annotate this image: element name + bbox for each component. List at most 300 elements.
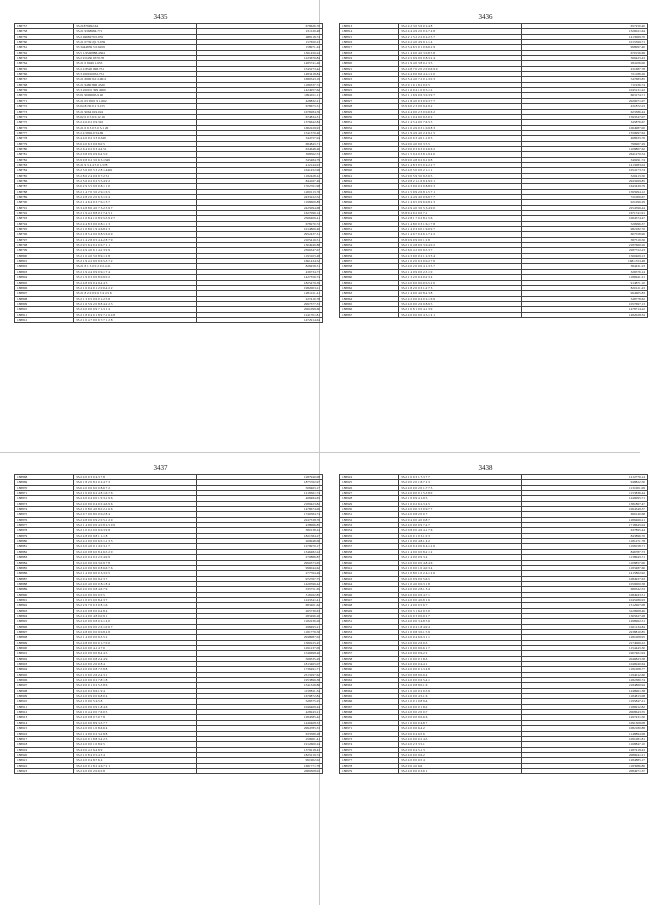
coordinate-cell: 35.2 1 4 0 0 4 0 8.4 3 8	[399, 291, 522, 296]
coordinate-cell: 35.2 4 8 0 0 0 0 0 1.7 0 0	[74, 640, 197, 645]
coordinate-cell: 35.2 1 0 0 5 0 0 8.4 3 7	[74, 597, 197, 602]
value-cell: 1379218.43	[197, 747, 323, 752]
coordinate-cell: 35.2 1 4 0 0 0 5 6 7	[399, 603, 522, 608]
point-id-cell: 188959	[340, 662, 399, 667]
coordinate-cell: 35.2 1 3 2 0 0 4 0.2 3 4	[399, 275, 522, 280]
value-cell: 344757.04	[197, 136, 323, 141]
coordinate-cell: 35 2 1 9 4 2 8 8 0 2 7.4 5 1	[74, 211, 197, 216]
value-cell: 1478714.22	[522, 307, 648, 312]
coordinate-cell: 35 21 03 0501 9 1.662	[74, 98, 197, 103]
value-cell: 699140.68	[522, 512, 648, 517]
value-cell: 438966.85	[197, 523, 323, 528]
point-id-cell: 188780	[15, 146, 74, 151]
value-cell: 1131001.09	[522, 485, 648, 490]
point-id-cell: 188858	[340, 264, 399, 269]
value-cell: 1183487.66	[522, 565, 648, 570]
coordinate-cell: 35 2 4 8 0 9 0 4 9.4 4 5	[74, 280, 197, 285]
coordinate-cell: 35 2 1 0 4 0 5 0 8 9.1 2 8	[74, 253, 197, 258]
point-id-cell: 188836	[340, 146, 399, 151]
coordinate-cell: 35.2 4 2 0 0 0 0 6 0 1.1 3 3	[74, 539, 197, 544]
coordinate-cell: 35.2 6 0 4 2 0 0 9.3 3 7	[399, 248, 522, 253]
coordinate-cell: 35.2 1 0 4 0 0 0.3 1 8	[399, 581, 522, 586]
point-id-cell: 188978	[340, 763, 399, 768]
point-id-cell: 188912	[15, 710, 74, 715]
value-cell: 1361456.24	[197, 50, 323, 55]
coordinate-cell: 35 21 9 3 4 4 5 0 1.578	[74, 162, 197, 167]
value-cell: 1200113.76	[197, 189, 323, 194]
page-number: 3437	[153, 464, 168, 472]
coordinate-cell: 35.2 4 0 0 0 0 0 8.4 4 5	[74, 651, 197, 656]
value-cell: 1679872.84	[197, 694, 323, 699]
value-cell: 508463.17	[197, 485, 323, 490]
coordinate-cell: 35.2 4 0 0 0 2 0 1.7 7 3	[399, 485, 522, 490]
point-id-cell: 188787	[15, 184, 74, 189]
coordinate-cell: 35 2 1 0 9 4 0 1 2 0 0.4 2 2	[74, 285, 197, 290]
point-id-cell: 188767	[15, 77, 74, 82]
point-id-cell: 188823	[340, 77, 399, 82]
point-id-cell: 188941	[340, 565, 399, 570]
coordinate-cell: 35 2 4 9 4 0 6 1 4.2 3 9 9	[74, 248, 197, 253]
point-id-cell: 188809	[15, 301, 74, 306]
value-cell: 1907461.94	[522, 651, 648, 656]
point-id-cell: 188874	[15, 507, 74, 512]
value-cell: 1108857.06	[522, 560, 648, 565]
point-id-cell: 188876	[15, 517, 74, 522]
point-id-cell: 188924	[340, 475, 399, 480]
value-cell: 2238810.85	[522, 629, 648, 634]
point-id-cell: 188942	[340, 571, 399, 576]
coordinate-cell: 35 2 4 8 2 0 2 0 6 3.1 0 4	[74, 195, 197, 200]
coordinate-cell: 35.2 1 6 0 4 1 0 9 5.1 2	[399, 88, 522, 93]
value-cell: 1413069.70	[522, 34, 648, 39]
value-cell: 384431.23	[522, 264, 648, 269]
coordinate-cell: 35.2 4 0 0 0 0 2 7.8 1 8	[74, 678, 197, 683]
value-cell: 1304940.88	[197, 243, 323, 248]
value-cell: 1953896.38	[197, 678, 323, 683]
value-cell: 964605.83	[522, 291, 648, 296]
value-cell: 1184813.08	[522, 694, 648, 699]
coordinate-cell: 35 4 4 0 9 2 3 3 9.349	[74, 136, 197, 141]
value-cell: 843896.76	[522, 533, 648, 538]
coordinate-cell: 35 21 0 9 3 0 5 0 5.1 26	[74, 125, 197, 130]
point-id-cell: 188802	[15, 264, 74, 269]
value-cell: 996044.62	[197, 565, 323, 570]
point-id-cell: 188852	[340, 232, 399, 237]
value-cell: 1678284.59	[197, 109, 323, 114]
point-id-cell: 188866	[340, 307, 399, 312]
point-id-cell: 188783	[15, 162, 74, 167]
point-id-cell: 188972	[340, 731, 399, 736]
point-id-cell: 188923	[15, 768, 74, 773]
point-id-cell: 188867	[340, 312, 399, 317]
point-id-cell: 188881	[15, 544, 74, 549]
point-id-cell: 188833	[340, 130, 399, 135]
point-id-cell: 188764	[15, 61, 74, 66]
point-id-cell: 188908	[15, 688, 74, 693]
value-cell: 1541370.40	[197, 130, 323, 135]
value-cell: 1249095.71	[522, 496, 648, 501]
point-id-cell: 188872	[15, 496, 74, 501]
point-id-cell: 188843	[340, 184, 399, 189]
value-cell: 678626.70	[197, 24, 323, 29]
coordinate-cell: 35.2 0 0 0 4 5.1 3	[399, 747, 522, 752]
value-cell: 1154443.30	[522, 646, 648, 651]
coordinate-cell: 35.2 4 0 0 0 0 6 3.0 9 7 8	[74, 560, 197, 565]
value-cell: 1326021.64	[522, 29, 648, 34]
coordinate-cell: 35.2 4 0 0 0 9 0 0 0 5	[74, 592, 197, 597]
point-id-cell: 188973	[340, 736, 399, 741]
coordinate-cell: 35.2 4 0 0 8 6 0 8 4 6.5 2 0	[74, 549, 197, 554]
coordinate-cell: 35.2 4 0 0 0 6.4 2	[399, 726, 522, 731]
value-cell: 1312967.08	[522, 603, 648, 608]
point-id-cell: 188830	[340, 114, 399, 119]
point-id-cell: 188956	[340, 646, 399, 651]
coordinate-cell: 35.21 9368984.771	[74, 29, 197, 34]
value-cell: 1198609.89	[197, 200, 323, 205]
value-cell: 428832.21	[197, 98, 323, 103]
coordinate-cell: 35.2 1 5 9 4 0 3 8 1.9 4 0	[399, 152, 522, 157]
coordinate-cell: 35.2 1 4 0 0 0 0 8.2 1 2	[399, 549, 522, 554]
point-id-cell: 188825	[340, 88, 399, 93]
coordinate-cell: 35.2 9 0450 0379.78	[74, 56, 197, 61]
point-id-cell: 188832	[340, 125, 399, 130]
coordinate-cell: 35.2 0 4 0 0 4 0 0.8 7	[399, 517, 522, 522]
value-cell: 2287722.23	[522, 248, 648, 253]
value-cell: 3129908.46	[522, 608, 648, 613]
point-id-cell: 188810	[15, 307, 74, 312]
value-cell: 1825219.74	[197, 752, 323, 757]
point-id-cell: 188903	[15, 662, 74, 667]
value-cell: 921099.29	[522, 200, 648, 205]
value-cell: 1182236.26	[197, 619, 323, 624]
coordinate-cell: 35.2 1 4 8 3 0 5 0 2.2 2 7	[399, 162, 522, 167]
coordinates-table	[14, 474, 323, 774]
coordinate-cell: 35.2 1 1 6 9 0 6 3 0.3 9 7	[399, 93, 522, 98]
value-cell: 283496.20	[197, 613, 323, 618]
coordinate-cell: 35.2 4 3 9 6 0 2 0 8.8 0 3	[399, 184, 522, 189]
coordinate-cell: 35.2 1 4 0 0 9 0 0 3.3 0 5	[74, 571, 197, 576]
point-id-cell: 188804	[15, 275, 74, 280]
point-id-cell: 188774	[15, 114, 74, 119]
value-cell: 1365627.28	[522, 613, 648, 618]
value-cell: 2948987.02	[197, 635, 323, 640]
coordinate-cell: 35 9 6 0 2 3 0 0 9.4 9 2	[399, 104, 522, 109]
coordinate-cell: 35.2 1 0 0 2 0 0 9 0.3 9 8	[74, 528, 197, 533]
table-row	[340, 768, 648, 773]
coordinate-cell: 35.2 4 0 0 0 4 5.1 6	[399, 694, 522, 699]
value-cell: 1912600.24	[197, 742, 323, 747]
coordinate-cell: 35 3 4 8 8 0 4 0 7 3.2 3 9 7	[74, 205, 197, 210]
coordinate-cell: 35.2 4 0 0 9 0 0 6.8 0 4	[74, 694, 197, 699]
point-id-cell: 188859	[340, 269, 399, 274]
point-id-cell: 188827	[340, 98, 399, 103]
point-id-cell: 188785	[15, 173, 74, 178]
coordinate-cell: 35 3 4500 0 399 4960	[74, 88, 197, 93]
value-cell: 2184860.94	[522, 683, 648, 688]
point-id-cell: 188889	[15, 587, 74, 592]
value-cell: 1297431.50	[522, 715, 648, 720]
point-id-cell: 188813	[340, 24, 399, 29]
coordinate-cell: 35.2 4 2 3 0 5 6 0 2.4 8	[399, 24, 522, 29]
point-id-cell: 188871	[15, 491, 74, 496]
value-cell: 1243341.41	[197, 597, 323, 602]
coordinate-cell: 35.2 4 0 0 2 9 6.1 9 4	[74, 688, 197, 693]
point-id-cell: 188781	[15, 152, 74, 157]
coordinate-cell: 35.2 0 0 3 1 6.2 9 5 0	[399, 608, 522, 613]
value-cell: 528375.25	[197, 699, 323, 704]
coordinate-cell: 35.2 4 8 0 0 0 9 2 0 5.1 2 0	[74, 517, 197, 522]
point-id-cell: 188899	[15, 640, 74, 645]
point-id-cell: 188940	[340, 560, 399, 565]
value-cell: 158971.24	[197, 45, 323, 50]
coordinate-cell: 35.2 1 0 0 2 6 2.3 4 5	[399, 501, 522, 506]
value-cell: 1138943.71	[522, 555, 648, 560]
value-cell: 2399347.67	[197, 248, 323, 253]
point-id-cell: 188778	[15, 136, 74, 141]
coordinate-cell: 35 2 4 0 0 0 0 9 7 1.3 1 4	[74, 307, 197, 312]
coordinate-cell: 35 2 0 1 9 1 8 2 0 0 5	[399, 82, 522, 87]
coordinate-cell: 35.2 1 0 8 1 0 0 4.1 3 9	[399, 307, 522, 312]
coordinate-cell: 35.2 1 0 0 4 1 8 4.9 4	[399, 624, 522, 629]
coordinate-cell: 35 2 6 4 0 2 0 3 4.4 51	[74, 146, 197, 151]
coordinate-cell: 35.2 4 0 0 3 0 4.3 7 8	[74, 475, 197, 480]
point-id-cell: 188894	[15, 613, 74, 618]
point-id-cell: 188768	[15, 82, 74, 87]
coordinate-cell: 35 02 0 0 5 6 0.12 16	[74, 114, 197, 119]
coordinate-cell: 35 21 9064 619.024	[74, 109, 197, 114]
point-id-cell: 188820	[340, 61, 399, 66]
coordinate-cell: 35.2 4 0 0 0 0 8 2.4 4 9	[74, 656, 197, 661]
coordinate-cell: 35.2 4 0 0 4 0 2 2 0 4.9 9	[74, 555, 197, 560]
coordinate-cell: 35.2 1 0 0 0 0 1 8.3	[399, 656, 522, 661]
value-cell: 398562.53	[197, 152, 323, 157]
value-cell: 1281008.95	[522, 635, 648, 640]
coordinate-cell: 35.2 4 0 0 0 2 0 0.7	[399, 710, 522, 715]
value-cell: 1084943.51	[522, 592, 648, 597]
point-id-cell: 188803	[15, 269, 74, 274]
value-cell: 721186.26	[522, 72, 648, 77]
coordinate-cell: 35.2 4 9 4 0 3 0 5 3.4 9 0	[399, 205, 522, 210]
point-id-cell: 188895	[15, 619, 74, 624]
coordinate-cell: 35.2 1 0 8 0 1 0 2 4.1 2 6	[399, 571, 522, 576]
value-cell: 678673.31	[197, 104, 323, 109]
coordinate-cell: 35.2 4 0 0 4 0 0 6 4.1 2 6	[399, 544, 522, 549]
point-id-cell: 188770	[15, 93, 74, 98]
value-cell: 1186912.82	[522, 704, 648, 709]
value-cell: 1291237.09	[197, 646, 323, 651]
point-id-cell: 188856	[340, 253, 399, 258]
coordinate-cell: 35.2 4 0 2 0 0 0 4 1.3 5 7	[399, 264, 522, 269]
point-id-cell: 188838	[340, 157, 399, 162]
value-cell: 674834.31	[197, 114, 323, 119]
value-cell: 1472914.64	[197, 317, 323, 322]
coordinate-cell: 35 2 1 8 5 4 0 0 9 8.5 6 6 9	[74, 232, 197, 237]
point-id-cell: 188938	[340, 549, 399, 554]
page-number: 3438	[478, 464, 493, 472]
point-id-cell: 188952	[340, 624, 399, 629]
value-cell: 428243.21	[197, 710, 323, 715]
point-id-cell: 188759	[15, 34, 74, 39]
point-id-cell: 188853	[340, 237, 399, 242]
coordinate-cell: 35.2 1 4 0 0 0 9 3 4	[399, 555, 522, 560]
coordinate-cell: 35.2 4 0 0 0 0 1.3 4 8	[399, 667, 522, 672]
coordinate-cell: 35.2 4 0 0 0 1 0 8.9 5	[74, 742, 197, 747]
value-cell: 345876.67	[522, 120, 648, 125]
point-id-cell: 188798	[15, 243, 74, 248]
coordinate-cell: 35.2 1 0 0 0 4 8.1 4 2	[399, 539, 522, 544]
coordinate-cell: 35.2 2 1 5 2 2 2 0 2.2 5 7	[399, 34, 522, 39]
coordinate-cell: 35.2 4 0 0 0 0 8 7.5 8 8	[74, 667, 197, 672]
coordinate-cell: 35.2 1 0 8 4 0 5.4 3 4	[74, 752, 197, 757]
value-cell: 1248961.38	[522, 688, 648, 693]
page-3437	[14, 463, 320, 893]
value-cell: 2084971.37	[522, 768, 648, 773]
coordinate-cell: 35 3444859 5 0.9459	[74, 45, 197, 50]
value-cell: 1223676.84	[197, 56, 323, 61]
coordinate-cell: 35.2 4 0 0 0 9 6.2	[399, 752, 522, 757]
value-cell: 2061096.60	[197, 307, 323, 312]
point-id-cell: 188892	[15, 603, 74, 608]
value-cell: 1298962.51	[522, 619, 648, 624]
value-cell: 948822.50	[522, 480, 648, 485]
point-id-cell: 188846	[340, 200, 399, 205]
value-cell: 1341326.86	[197, 683, 323, 688]
point-id-cell: 188831	[340, 120, 399, 125]
coordinate-cell: 35 0 4 0 6 3 0 6 8.0 5	[74, 141, 197, 146]
coordinate-cell: 35.2 1 4 4 9 4 0 0 6.9 7 7	[399, 195, 522, 200]
value-cell: 998097.40	[522, 45, 648, 50]
value-cell: 1560469.13	[522, 253, 648, 258]
value-cell: 2189423.82	[197, 501, 323, 506]
value-cell: 1680543.19	[197, 77, 323, 82]
point-id-cell: 188931	[340, 512, 399, 517]
coordinate-cell: 35 2 1 9 4 2 9 0 9 6 5.3 7 2	[74, 259, 197, 264]
value-cell: 1181271.78	[522, 539, 648, 544]
coordinate-cell: 35.2 4 0 0 1 8 2 4 6.7 2 1	[74, 763, 197, 768]
value-cell: 1153836.44	[522, 491, 648, 496]
coordinate-cell: 35 2 1 0 8 6 1 9 4 6.8 2 3	[74, 227, 197, 232]
point-id-cell: 188948	[340, 603, 399, 608]
value-cell: 1546698.40	[197, 651, 323, 656]
coordinate-cell: 35 21 0 6049 1.653	[74, 61, 197, 66]
coordinate-cell: 35.2 4 0 0 4 8.7 6 4	[74, 758, 197, 763]
point-id-cell: 188965	[340, 694, 399, 699]
point-id-cell: 188758	[15, 29, 74, 34]
point-id-cell: 188966	[340, 699, 399, 704]
point-id-cell: 188913	[15, 715, 74, 720]
point-id-cell: 188933	[340, 523, 399, 528]
coordinate-cell: 35.2 0 0 9 8 9 0.9 4	[399, 672, 522, 677]
value-cell: 318162.85	[197, 592, 323, 597]
point-id-cell: 188882	[15, 549, 74, 554]
coordinate-cell: 35 8 9 0 4 8 9 2 9.1 6 8	[399, 157, 522, 162]
coordinate-cell: 35.2 1 0 4 9 0 3 1 0.9 8 3	[399, 125, 522, 130]
coordinate-cell: 35 21 8 2 0 0 9 6 7.4 4 5 6	[74, 291, 197, 296]
point-id-cell: 188915	[15, 726, 74, 731]
coordinate-cell: 35.2 0 0 0 4 0.5 6	[399, 731, 522, 736]
point-id-cell: 188905	[15, 672, 74, 677]
point-id-cell: 188886	[15, 571, 74, 576]
value-cell: 227410.78	[197, 296, 323, 301]
coordinate-cell: 35.2 4 8 0 0 9 8 1 1.1 8	[74, 533, 197, 538]
value-cell: 2433222.52	[197, 195, 323, 200]
value-cell: 1195847.21	[522, 699, 648, 704]
point-id-cell: 188854	[340, 243, 399, 248]
point-id-cell: 188815	[340, 34, 399, 39]
point-id-cell: 188925	[340, 480, 399, 485]
coordinate-cell: 35.2 4 0 0 0 3 3 0 9.7 7	[399, 507, 522, 512]
value-cell: 1641452.96	[197, 168, 323, 173]
coordinate-cell: 35.5 1.9540888.4564	[74, 50, 197, 55]
point-id-cell: 188897	[15, 629, 74, 634]
value-cell: 1821584.27	[197, 533, 323, 538]
value-cell: 1014806.40	[197, 227, 323, 232]
coordinate-cell: 35.2 5 4 4 0 7 2 0 1.3 0 3	[399, 77, 522, 82]
point-id-cell: 188962	[340, 678, 399, 683]
point-id-cell: 188890	[15, 592, 74, 597]
value-cell: 678270.72	[197, 221, 323, 226]
value-cell: 1982003.21	[197, 285, 323, 290]
value-cell: 2105416.51	[197, 237, 323, 242]
value-cell: 520996.37	[522, 221, 648, 226]
value-cell: 1059000.58	[522, 581, 648, 586]
point-id-cell: 188950	[340, 613, 399, 618]
value-cell: 1415862.92	[522, 571, 648, 576]
coordinate-cell: 35.2 4 0 0 0 2 6 0.3	[399, 640, 522, 645]
coordinate-cell: 35.2 4 0 0 1 0 3.1 0 3	[399, 533, 522, 538]
point-id-cell: 188932	[340, 517, 399, 522]
point-id-cell: 188840	[340, 168, 399, 173]
coordinate-cell: 35 2 1 4 2 8 0 5 4 4.2 8 7 9	[74, 237, 197, 242]
coordinate-cell: 35 2 4 8520 098.751	[74, 66, 197, 71]
point-id-cell: 188911	[15, 704, 74, 709]
value-cell: 1212776.14	[522, 475, 648, 480]
value-cell: 259901.41	[197, 736, 323, 741]
value-cell: 1186337.74	[197, 82, 323, 87]
coordinate-cell: 35.2 4 0 0 0 4.1 4 7 0	[74, 646, 197, 651]
point-id-cell: 188826	[340, 93, 399, 98]
point-id-cell: 188926	[340, 485, 399, 490]
value-cell: 1082180.88	[522, 726, 648, 731]
value-cell: 820121.43	[522, 285, 648, 290]
coordinate-cell: 35.2 1 4 9 5 0 9 6 0.8 2 3	[399, 200, 522, 205]
value-cell: 1424957.62	[197, 88, 323, 93]
value-cell: 1482028.34	[522, 312, 648, 317]
value-cell: 2641270.54	[522, 152, 648, 157]
coordinate-cell: 35.2 4 0 0 0 0 9.2 2	[399, 651, 522, 656]
point-id-cell: 188868	[15, 475, 74, 480]
coordinate-cell: 35.2 4 0 0 0 0 6 5.4 1	[399, 678, 522, 683]
coordinate-cell: 35.2 4 0 0 0 2 8.1 3 4	[399, 587, 522, 592]
point-id-cell: 188839	[340, 162, 399, 167]
coordinate-cell: 35.2 4 0 0 0 0 8 0 2.1 4 0	[74, 619, 197, 624]
point-id-cell: 188878	[15, 528, 74, 533]
point-id-cell: 188860	[340, 275, 399, 280]
value-cell: 1420596.42	[197, 581, 323, 586]
coordinate-cell: 35.2 4 0 0 4 6 6.3 1 1	[399, 635, 522, 640]
point-id-cell: 188869	[15, 480, 74, 485]
coordinate-cell: 35 2 5 6 9 0 5 3 2 8 1.4491	[74, 168, 197, 173]
coordinate-cell: 35.2 4 4 4 9 2 0 0 2.7 4 8	[399, 29, 522, 34]
point-id-cell: 188887	[15, 576, 74, 581]
coordinate-cell: 35.2 1 8 2 0 0 3 1.2 7 3	[399, 285, 522, 290]
value-cell: 1681.553.48	[522, 259, 648, 264]
value-cell: 1440408.33	[197, 720, 323, 725]
value-cell: 2990373.65	[197, 560, 323, 565]
value-cell: 2313297.62	[197, 672, 323, 677]
coordinate-cell: 35.2 1 0 0 0 9 0.6 1 7	[399, 646, 522, 651]
point-id-cell: 188929	[340, 501, 399, 506]
